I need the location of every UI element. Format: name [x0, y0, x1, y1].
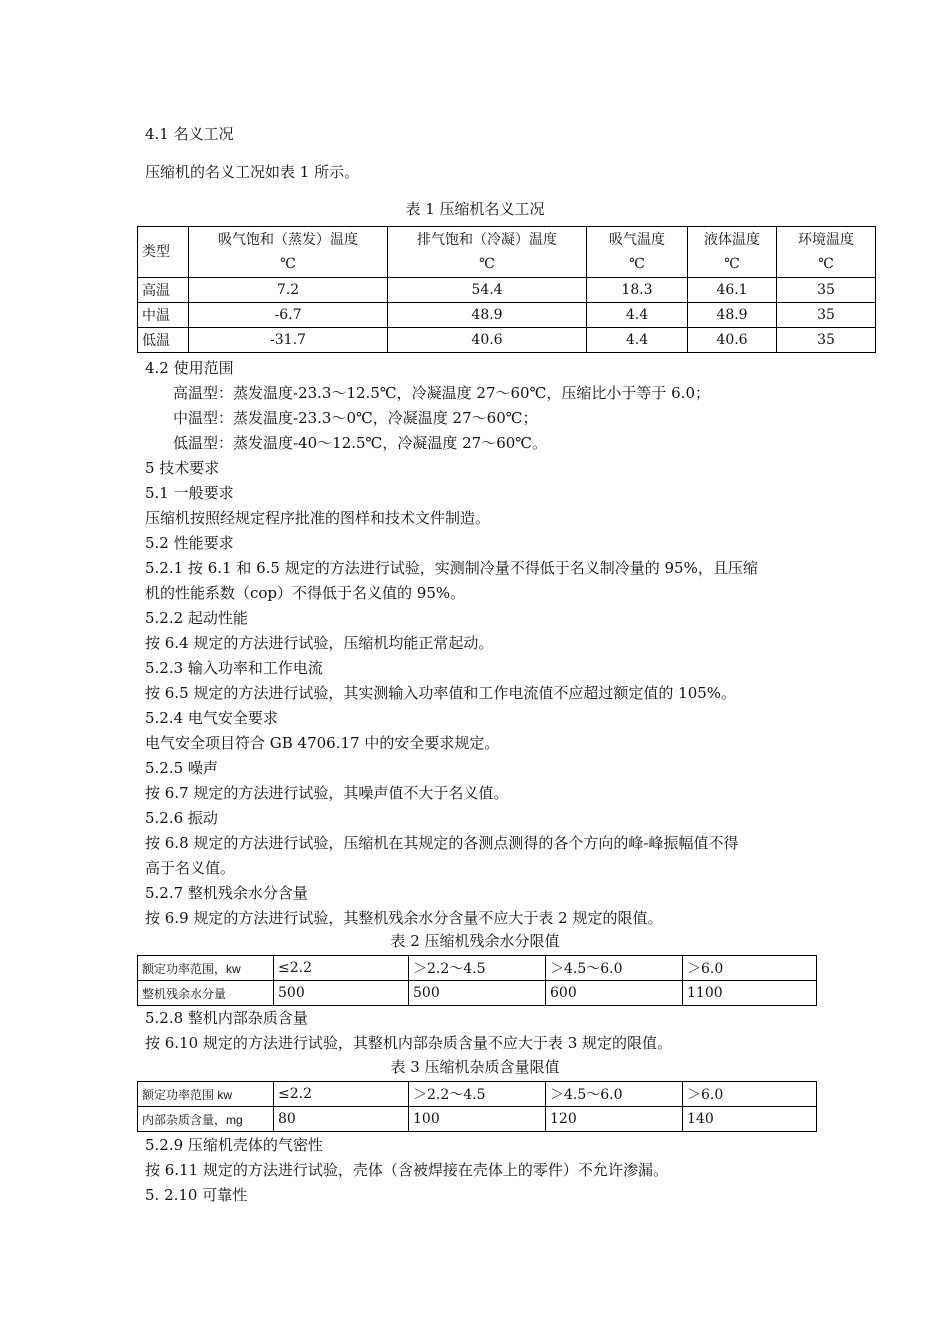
table-row — [138, 1107, 817, 1132]
section-5-2-10-title: 5. 2.10 可靠性 — [145, 1186, 248, 1204]
section-5-2-1-line1: 5.2.1 按 6.1 和 6.5 规定的方法进行试验，实测制冷量不得低于名义制冷量的 95%，且压缩 — [145, 559, 758, 577]
table-cell: 100 — [409, 1107, 546, 1132]
header-cell: 环境温度 ℃ — [777, 227, 876, 278]
table-cell: 高温 — [138, 278, 189, 303]
table-row — [138, 981, 817, 1006]
table-row — [138, 328, 876, 353]
section-4-1-text: 压缩机的名义工况如表 1 所示。 — [145, 163, 360, 181]
table-cell: 54.4 — [388, 278, 587, 303]
table-cell: 额定功率范围，kw — [138, 956, 274, 981]
section-5-2-title: 5.2 性能要求 — [145, 534, 234, 552]
table-2-caption: 表 2 压缩机残余水分限值 — [390, 932, 560, 950]
table-cell: 35 — [777, 303, 876, 328]
table-cell: 500 — [274, 981, 409, 1006]
table-cell: 7.2 — [189, 278, 388, 303]
header-cell: 类型 — [138, 227, 189, 278]
section-5-2-3-title: 5.2.3 输入功率和工作电流 — [145, 659, 323, 677]
section-5-2-5-title: 5.2.5 噪声 — [145, 759, 218, 777]
range-mid-temp: 中温型：蒸发温度-23.3～0℃，冷凝温度 27～60℃； — [173, 409, 538, 427]
table-cell: ≤2.2 — [274, 956, 409, 981]
table-row — [138, 956, 817, 981]
table-cell: 48.9 — [688, 303, 777, 328]
section-5-2-7-title: 5.2.7 整机残余水分含量 — [145, 884, 308, 902]
table-cell: ＞2.2～4.5 — [409, 1082, 546, 1107]
table-cell: 140 — [683, 1107, 817, 1132]
table-cell: 46.1 — [688, 278, 777, 303]
table-cell: ≤2.2 — [274, 1082, 409, 1107]
table-cell: ＞6.0 — [683, 1082, 817, 1107]
header-cell: 吸气温度 ℃ — [587, 227, 688, 278]
section-5-2-8-text: 按 6.10 规定的方法进行试验，其整机内部杂质含量不应大于表 3 规定的限值。 — [145, 1034, 673, 1052]
section-5-1-text: 压缩机按照经规定程序批准的图样和技术文件制造。 — [145, 509, 491, 527]
table-cell: -6.7 — [189, 303, 388, 328]
table-cell: 35 — [777, 328, 876, 353]
table-cell: -31.7 — [189, 328, 388, 353]
impurity-limit-table — [137, 1081, 817, 1132]
section-5-2-5-text: 按 6.7 规定的方法进行试验，其噪声值不大于名义值。 — [145, 784, 509, 802]
range-high-temp: 高温型：蒸发温度-23.3～12.5℃，冷凝温度 27～60℃，压缩比小于等于 6.0； — [173, 384, 710, 402]
section-5-2-6-line2: 高于名义值。 — [145, 859, 236, 877]
section-5-2-7-text: 按 6.9 规定的方法进行试验，其整机残余水分含量不应大于表 2 规定的限值。 — [145, 909, 663, 927]
header-cell: 液体温度 ℃ — [688, 227, 777, 278]
table-cell: 120 — [546, 1107, 683, 1132]
header-cell: 吸气饱和（蒸发）温度 ℃ — [189, 227, 388, 278]
table-cell: 18.3 — [587, 278, 688, 303]
table-row — [138, 303, 876, 328]
section-4-2-title: 4.2 使用范围 — [145, 359, 234, 377]
section-4-1-title: 4.1 名义工况 — [145, 125, 234, 143]
table-row — [138, 1082, 817, 1107]
table-header-row — [138, 227, 876, 278]
residual-moisture-table — [137, 955, 817, 1006]
table-cell: 低温 — [138, 328, 189, 353]
table-cell: 600 — [546, 981, 683, 1006]
section-5-2-6-title: 5.2.6 振动 — [145, 809, 218, 827]
table-cell: 中温 — [138, 303, 189, 328]
table-3-caption: 表 3 压缩机杂质含量限值 — [390, 1058, 560, 1076]
table-cell: ＞4.5～6.0 — [546, 1082, 683, 1107]
table-cell: 1100 — [683, 981, 817, 1006]
section-5-2-1-line2: 机的性能系数（cop）不得低于名义值的 95%。 — [145, 584, 466, 602]
header-cell: 排气饱和（冷凝）温度 ℃ — [388, 227, 587, 278]
section-5-2-3-text: 按 6.5 规定的方法进行试验，其实测输入功率值和工作电流值不应超过额定值的 105%。 — [145, 684, 737, 702]
table-cell: 额定功率范围 kw — [138, 1082, 274, 1107]
section-5-2-2-text: 按 6.4 规定的方法进行试验，压缩机均能正常起动。 — [145, 634, 494, 652]
table-cell: ＞6.0 — [683, 956, 817, 981]
table-cell: 80 — [274, 1107, 409, 1132]
table-cell: 48.9 — [388, 303, 587, 328]
section-5-2-9-text: 按 6.11 规定的方法进行试验，壳体（含被焊接在壳体上的零件）不允许渗漏。 — [145, 1161, 668, 1179]
range-low-temp: 低温型：蒸发温度-40～12.5℃，冷凝温度 27～60℃。 — [173, 434, 548, 452]
table-cell: 35 — [777, 278, 876, 303]
table-cell: 40.6 — [388, 328, 587, 353]
table-cell: 40.6 — [688, 328, 777, 353]
nominal-conditions-table — [137, 226, 876, 353]
section-5-2-8-title: 5.2.8 整机内部杂质含量 — [145, 1009, 308, 1027]
table-cell: 内部杂质含量，mg — [138, 1107, 274, 1132]
section-5-2-4-title: 5.2.4 电气安全要求 — [145, 709, 278, 727]
section-5-2-9-title: 5.2.9 压缩机壳体的气密性 — [145, 1136, 323, 1154]
section-5-2-6-line1: 按 6.8 规定的方法进行试验，压缩机在其规定的各测点测得的各个方向的峰-峰振幅值不得 — [145, 834, 739, 852]
table-cell: 500 — [409, 981, 546, 1006]
table-cell: ＞2.2～4.5 — [409, 956, 546, 981]
section-5-title: 5 技术要求 — [145, 459, 220, 477]
table-cell: 4.4 — [587, 303, 688, 328]
table-cell: ＞4.5～6.0 — [546, 956, 683, 981]
section-5-2-4-text: 电气安全项目符合 GB 4706.17 中的安全要求规定。 — [145, 734, 500, 752]
table-row — [138, 278, 876, 303]
section-5-2-2-title: 5.2.2 起动性能 — [145, 609, 248, 627]
table-cell: 整机残余水分量 — [138, 981, 274, 1006]
table-cell: 4.4 — [587, 328, 688, 353]
table-1-caption: 表 1 压缩机名义工况 — [405, 200, 545, 218]
section-5-1-title: 5.1 一般要求 — [145, 484, 234, 502]
